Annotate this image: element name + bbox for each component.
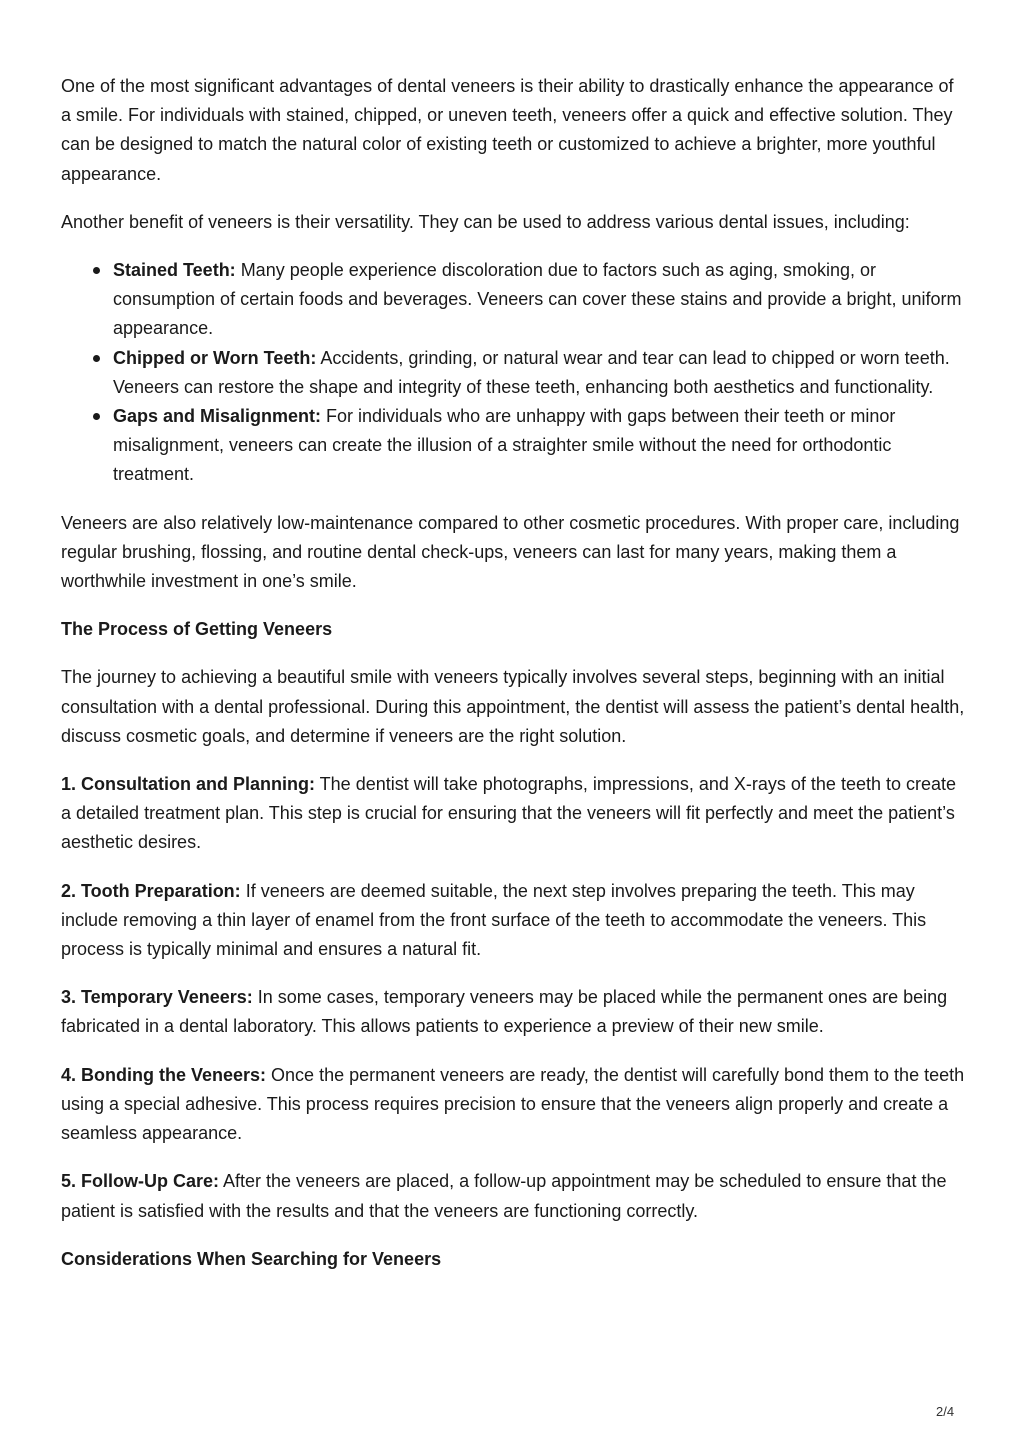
list-item-text: Accidents, grinding, or natural wear and tear can lead to chipped or worn teeth. Veneers can restore the shape and integrity of these teeth, enhancing both aesthetics and functionality.	[113, 347, 950, 397]
intro-paragraph: One of the most significant advantages of dental veneers is their ability to drastically enhance the appearance of a smile. For individuals with stained, chipped, or uneven teeth, veneers offer a quick and effective solution. They can be designed to match the natural color of existing teeth or customized to achieve a brighter, more youthful appearance.	[61, 76, 954, 184]
process-heading: The Process of Getting Veneers	[61, 619, 333, 640]
step-paragraph	[61, 983, 966, 1041]
benefits-intro-paragraph: Another benefit of veneers is their versatility. They can be used to address various dental issues, including:	[61, 211, 910, 232]
step-title: 2. Tooth Preparation:	[61, 880, 241, 901]
step-paragraph	[61, 1061, 966, 1149]
step-title: 5. Follow-Up Care:	[61, 1171, 220, 1192]
step-title: 3. Temporary Veneers:	[61, 987, 253, 1008]
step-text: After the veneers are placed, a follow-up appointment may be scheduled to ensure that the patient is satisfied with the results and that the veneers are functioning correctly.	[61, 1171, 947, 1221]
step-paragraph	[61, 877, 966, 965]
benefits-list	[61, 256, 966, 490]
page-number: 2/4	[936, 1404, 955, 1419]
step-paragraph	[61, 770, 966, 858]
step-title: 1. Consultation and Planning:	[61, 774, 315, 795]
step-title: 4. Bonding the Veneers:	[61, 1064, 267, 1085]
list-item-text: Many people experience discoloration due to factors such as aging, smoking, or consumption of certain foods and beverages. Veneers can cover these stains and provide a bright, uniform appearance.	[113, 260, 962, 339]
step-text: The dentist will take photographs, impressions, and X-rays of the teeth to create a detailed treatment plan. This step is crucial for ensuring that the veneers will fit perfectly and meet the patient’s aesthetic desires.	[61, 774, 957, 853]
list-item-title: Gaps and Misalignment:	[113, 406, 322, 427]
step-text: Once the permanent veneers are ready, the dentist will carefully bond them to the teeth using a special adhesive. This process requires precision to ensure that the veneers align properly and create a seamless appearance.	[61, 1064, 965, 1144]
list-item	[113, 344, 966, 402]
list-item-text: For individuals who are unhappy with gaps between their teeth or minor misalignment, veneers can create the illusion of a straighter smile without the need for orthodontic treatment.	[113, 406, 896, 485]
list-item-title: Chipped or Worn Teeth:	[113, 347, 317, 368]
step-text: In some cases, temporary veneers may be placed while the permanent ones are being fabricated in a dental laboratory. This allows patients to experience a preview of their new smile.	[61, 987, 948, 1037]
maintenance-paragraph: Veneers are also relatively low-maintenance compared to other cosmetic procedures. With proper care, including regular brushing, flossing, and routine dental check-ups, veneers can last for many years, making them a worthwhile investment in one’s smile.	[61, 512, 960, 592]
list-item	[113, 402, 966, 490]
step-text: If veneers are deemed suitable, the next step involves preparing the teeth. This may include removing a thin layer of enamel from the front surface of the teeth to accommodate the veneers. This process is typically minimal and ensures a natural fit.	[61, 880, 927, 960]
document-body	[61, 72, 966, 1293]
process-intro-paragraph: The journey to achieving a beautiful smile with veneers typically involves several steps, beginning with an initial consultation with a dental professional. During this appointment, the dentist will assess the patient’s dental health, discuss cosmetic goals, and determine if veneers are the right solution.	[61, 667, 965, 746]
list-item	[113, 256, 966, 344]
considerations-heading: Considerations When Searching for Veneers	[61, 1248, 442, 1269]
step-paragraph	[61, 1167, 966, 1225]
list-item-title: Stained Teeth:	[113, 260, 236, 281]
